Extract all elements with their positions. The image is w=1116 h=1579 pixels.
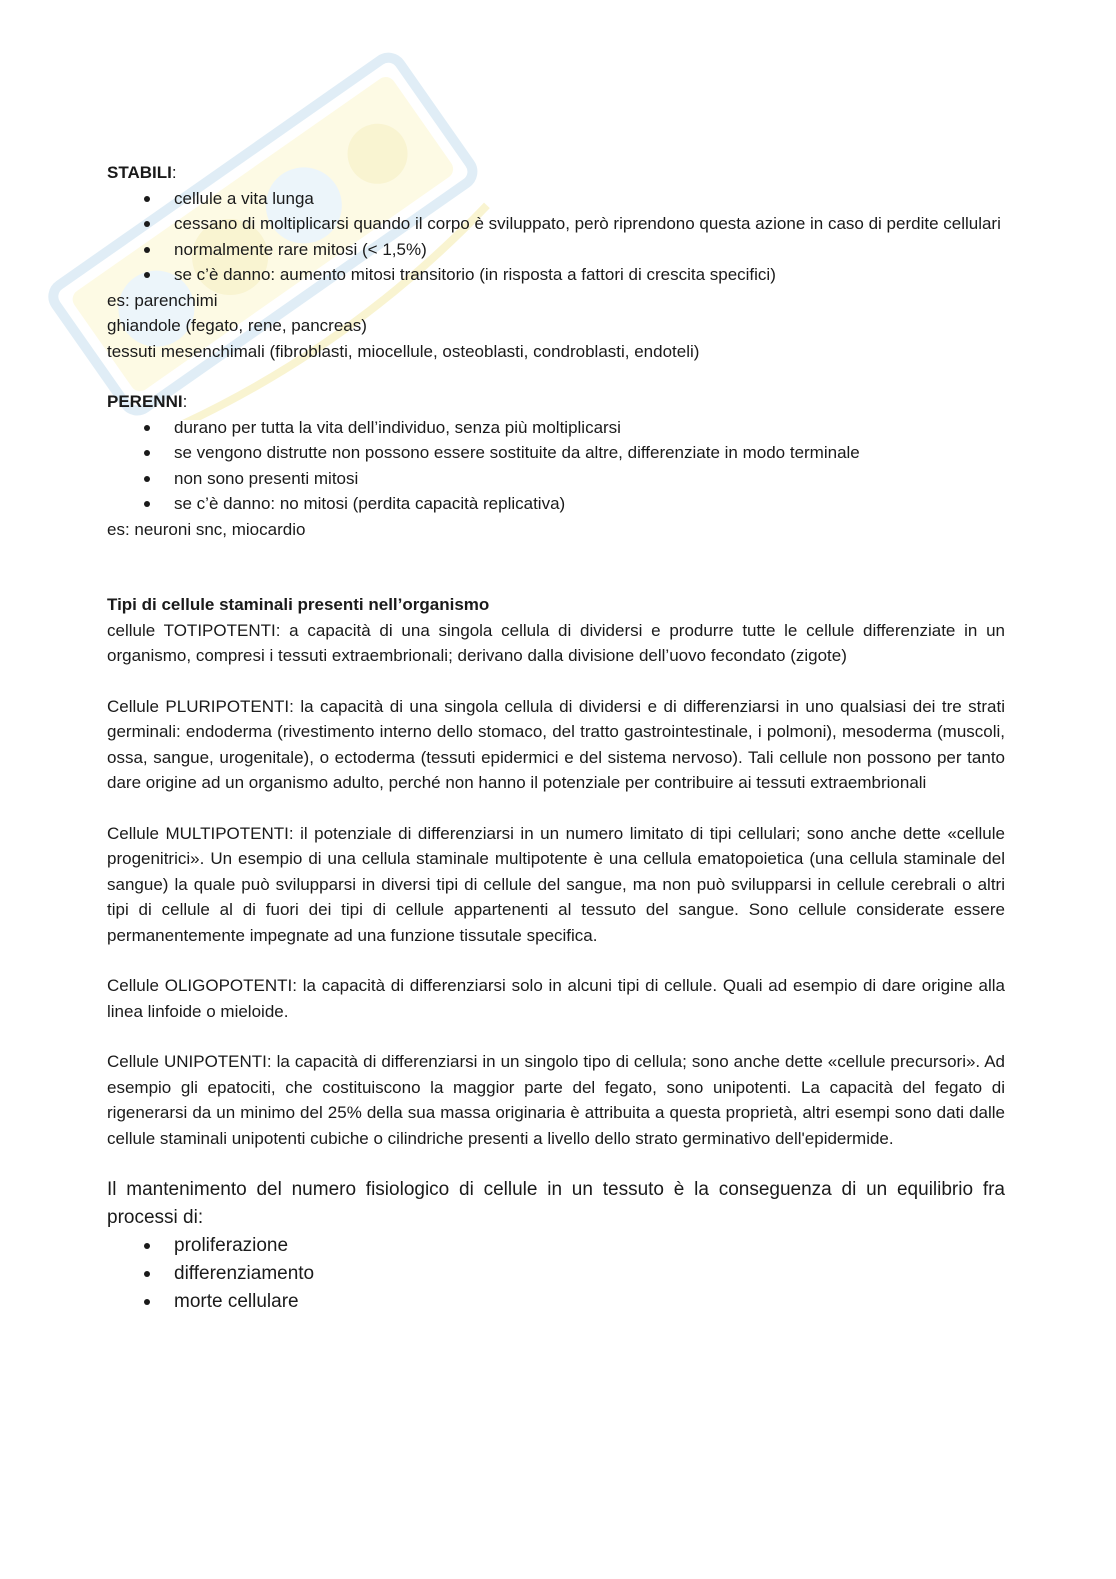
list-item: non sono presenti mitosi [107, 466, 1005, 492]
list-item: cellule a vita lunga [107, 186, 1005, 212]
list-item: proliferazione [107, 1232, 1005, 1260]
list-item: cessano di moltiplicarsi quando il corpo è sviluppato, però riprendono questa azione in caso di perdite cellulari [107, 211, 1005, 237]
stabili-example: ghiandole (fegato, rene, pancreas) [107, 316, 367, 335]
stabili-heading [107, 160, 1005, 186]
staminali-title: Tipi di cellule staminali presenti nell’organismo [107, 595, 490, 614]
mantenimento-text: Il mantenimento del numero fisiologico di cellule in un tessuto è la conseguenza di un equilibrio fra processi di: [107, 1179, 1005, 1228]
list-item: durano per tutta la vita dell’individuo, senza più moltiplicarsi [107, 415, 1005, 441]
list-item: se c’è danno: aumento mitosi transitorio (in risposta a fattori di crescita specifici) [107, 262, 1005, 288]
stabili-colon: : [171, 163, 177, 182]
section-perenni [107, 389, 1005, 542]
list-item: morte cellulare [107, 1288, 1005, 1316]
perenni-example: es: neuroni snc, miocardio [107, 519, 306, 539]
paragraph-totipotenti: cellule TOTIPOTENTI: a capacità di una singola cellula di dividersi e produrre tutte le cellule differenziate in un organismo, compresi i tessuti extraembrionali; derivano dalla divisione dell’uovo fecondato (zigote) [107, 620, 1005, 665]
perenni-list [107, 415, 1005, 517]
perenni-title: PERENNI [107, 392, 183, 411]
paragraph-unipotenti: Cellule UNIPOTENTI: la capacità di differenziarsi in un singolo tipo di cellula; sono anche dette «cellule precursori». Ad esempio gli epatociti, che costituiscono la maggior parte del fegato, sono unipotenti. La capacità del fegato di rigenerarsi da un minimo del 25% della sua massa originaria è attribuita a questa proprietà, altri esempi sono dati dalle cellule staminali unipotenti cubiche o cilindriche presenti a livello dello strato germinativo dell'epidermide. [107, 1052, 1005, 1148]
perenni-heading [107, 389, 1005, 415]
section-mantenimento [107, 1176, 1005, 1316]
document-page [107, 160, 1005, 1316]
mantenimento-list [107, 1232, 1005, 1316]
list-item: se vengono distrutte non possono essere sostituite da altre, differenziate in modo terminale [107, 440, 1005, 466]
stabili-example: es: parenchimi [107, 290, 218, 310]
section-staminali [107, 592, 1005, 1151]
stabili-example: tessuti mesenchimali (fibroblasti, miocellule, osteoblasti, condroblasti, endoteli) [107, 341, 700, 361]
section-stabili [107, 160, 1005, 364]
list-item: differenziamento [107, 1260, 1005, 1288]
list-item: normalmente rare mitosi (< 1,5%) [107, 237, 1005, 263]
paragraph-pluripotenti: Cellule PLURIPOTENTI: la capacità di una singola cellula di dividersi e di differenziarsi in uno qualsiasi dei tre strati germinali: endoderma (rivestimento interno dello stomaco, del tratto gastrointestinale, i polmoni), mesoderma (muscoli, ossa, sangue, urogenitale), o ectoderma (tessuti epidermici e del sistema nervoso). Tali cellule non possono per tanto dare origine ad un organismo adulto, perché non hanno il potenziale per contribuire ai tessuti extraembrionali [107, 696, 1005, 792]
perenni-colon: : [182, 392, 188, 411]
paragraph-multipotenti: Cellule MULTIPOTENTI: il potenziale di differenziarsi in un numero limitato di tipi cellulari; sono anche dette «cellule progenitrici». Un esempio di una cellula staminale multipotente è una cellula ematopoietica (una cellula staminale del sangue) la quale può svilupparsi in diversi tipi di cellule del sangue, ma non può svilupparsi in cellule cerebrali o altri tipi di cellule al di fuori dei tipi di cellule appartenenti al tessuto del sangue. Sono cellule considerate essere permanentemente impegnate ad una funzione tissutale specifica. [107, 823, 1005, 945]
list-item: se c’è danno: no mitosi (perdita capacità replicativa) [107, 491, 1005, 517]
paragraph-oligopotenti: Cellule OLIGOPOTENTI: la capacità di differenziarsi solo in alcuni tipi di cellule. Quali ad esempio di dare origine alla linea linfoide o mieloide. [107, 976, 1005, 1021]
stabili-list [107, 186, 1005, 288]
stabili-title: STABILI [107, 163, 172, 182]
